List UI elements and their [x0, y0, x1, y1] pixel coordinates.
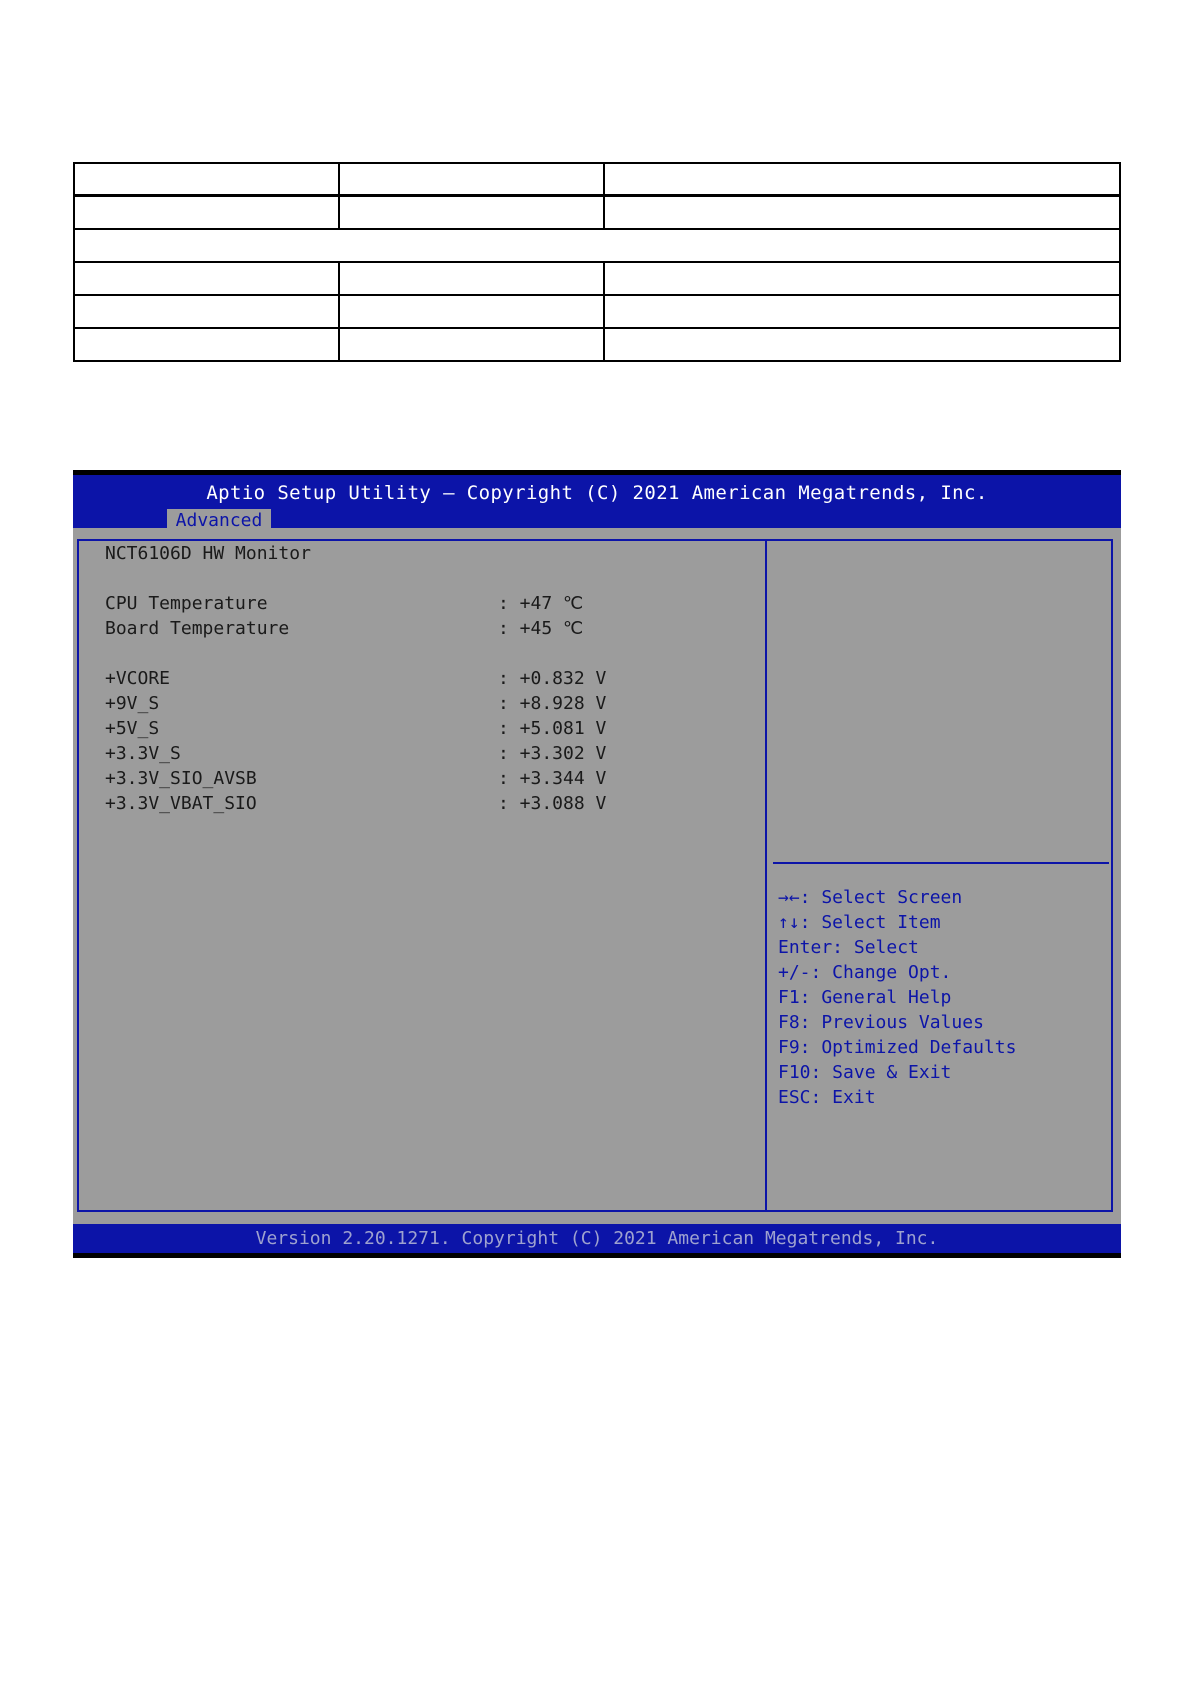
table-row	[74, 196, 1120, 230]
board-temperature-value: : +45 ℃	[498, 618, 584, 639]
9v-s-value: : +8.928 V	[498, 693, 607, 714]
help-separator	[773, 862, 1109, 864]
table-cell-merged	[74, 229, 1120, 262]
table-cell	[604, 196, 1120, 230]
table-cell	[339, 262, 604, 295]
help-select-screen: →←: Select Screen	[778, 887, 963, 908]
table-row	[74, 262, 1120, 295]
vcore-value: : +0.832 V	[498, 668, 607, 689]
3v3-s-label: +3.3V_S	[105, 743, 181, 764]
table-cell	[74, 163, 339, 196]
help-esc-exit: ESC: Exit	[778, 1087, 876, 1108]
table-cell	[339, 196, 604, 230]
bios-footer-version: Version 2.20.1271. Copyright (C) 2021 American Megatrends, Inc.	[255, 1228, 939, 1249]
help-general-help: F1: General Help	[778, 987, 952, 1008]
3v3-s-value: : +3.302 V	[498, 743, 607, 764]
table-cell	[604, 163, 1120, 196]
9v-s-label: +9V_S	[105, 693, 160, 714]
table-cell	[339, 163, 604, 196]
3v3-sio-avsb-value: : +3.344 V	[498, 768, 607, 789]
table-cell	[339, 295, 604, 328]
table-cell	[604, 295, 1120, 328]
table-row	[74, 295, 1120, 328]
3v3-vbat-sio-value: : +3.088 V	[498, 793, 607, 814]
table-row	[74, 328, 1120, 361]
table-cell	[74, 328, 339, 361]
bios-title: Aptio Setup Utility – Copyright (C) 2021 American Megatrends, Inc.	[206, 482, 988, 504]
help-select-item: ↑↓: Select Item	[778, 912, 941, 933]
3v3-sio-avsb-label: +3.3V_SIO_AVSB	[105, 768, 257, 789]
help-enter-select: Enter: Select	[778, 937, 919, 958]
table-row	[74, 229, 1120, 262]
vcore-label: +VCORE	[105, 668, 171, 689]
table-cell	[74, 196, 339, 230]
table-cell	[74, 262, 339, 295]
table-cell	[604, 262, 1120, 295]
cpu-temperature-value: : +47 ℃	[498, 593, 584, 614]
cpu-temperature-label: CPU Temperature	[105, 593, 268, 614]
help-change-opt: +/-: Change Opt.	[778, 962, 952, 983]
3v3-vbat-sio-label: +3.3V_VBAT_SIO	[105, 793, 257, 814]
bios-title-bar	[73, 470, 1121, 531]
5v-s-label: +5V_S	[105, 718, 160, 739]
panel-divider	[765, 539, 767, 1212]
bios-screenshot	[73, 470, 1121, 1258]
5v-s-value: : +5.081 V	[498, 718, 607, 739]
table-cell	[604, 328, 1120, 361]
tab-advanced[interactable]: Advanced	[167, 509, 271, 533]
table-cell	[339, 328, 604, 361]
help-previous-values: F8: Previous Values	[778, 1012, 984, 1033]
help-optimized-defaults: F9: Optimized Defaults	[778, 1037, 1017, 1058]
empty-grid-table	[73, 162, 1121, 362]
bios-footer-bar	[73, 1224, 1121, 1258]
board-temperature-label: Board Temperature	[105, 618, 290, 639]
help-save-exit: F10: Save & Exit	[778, 1062, 952, 1083]
table-cell	[74, 295, 339, 328]
page-title: NCT6106D HW Monitor	[105, 543, 311, 564]
table-row	[74, 163, 1120, 196]
